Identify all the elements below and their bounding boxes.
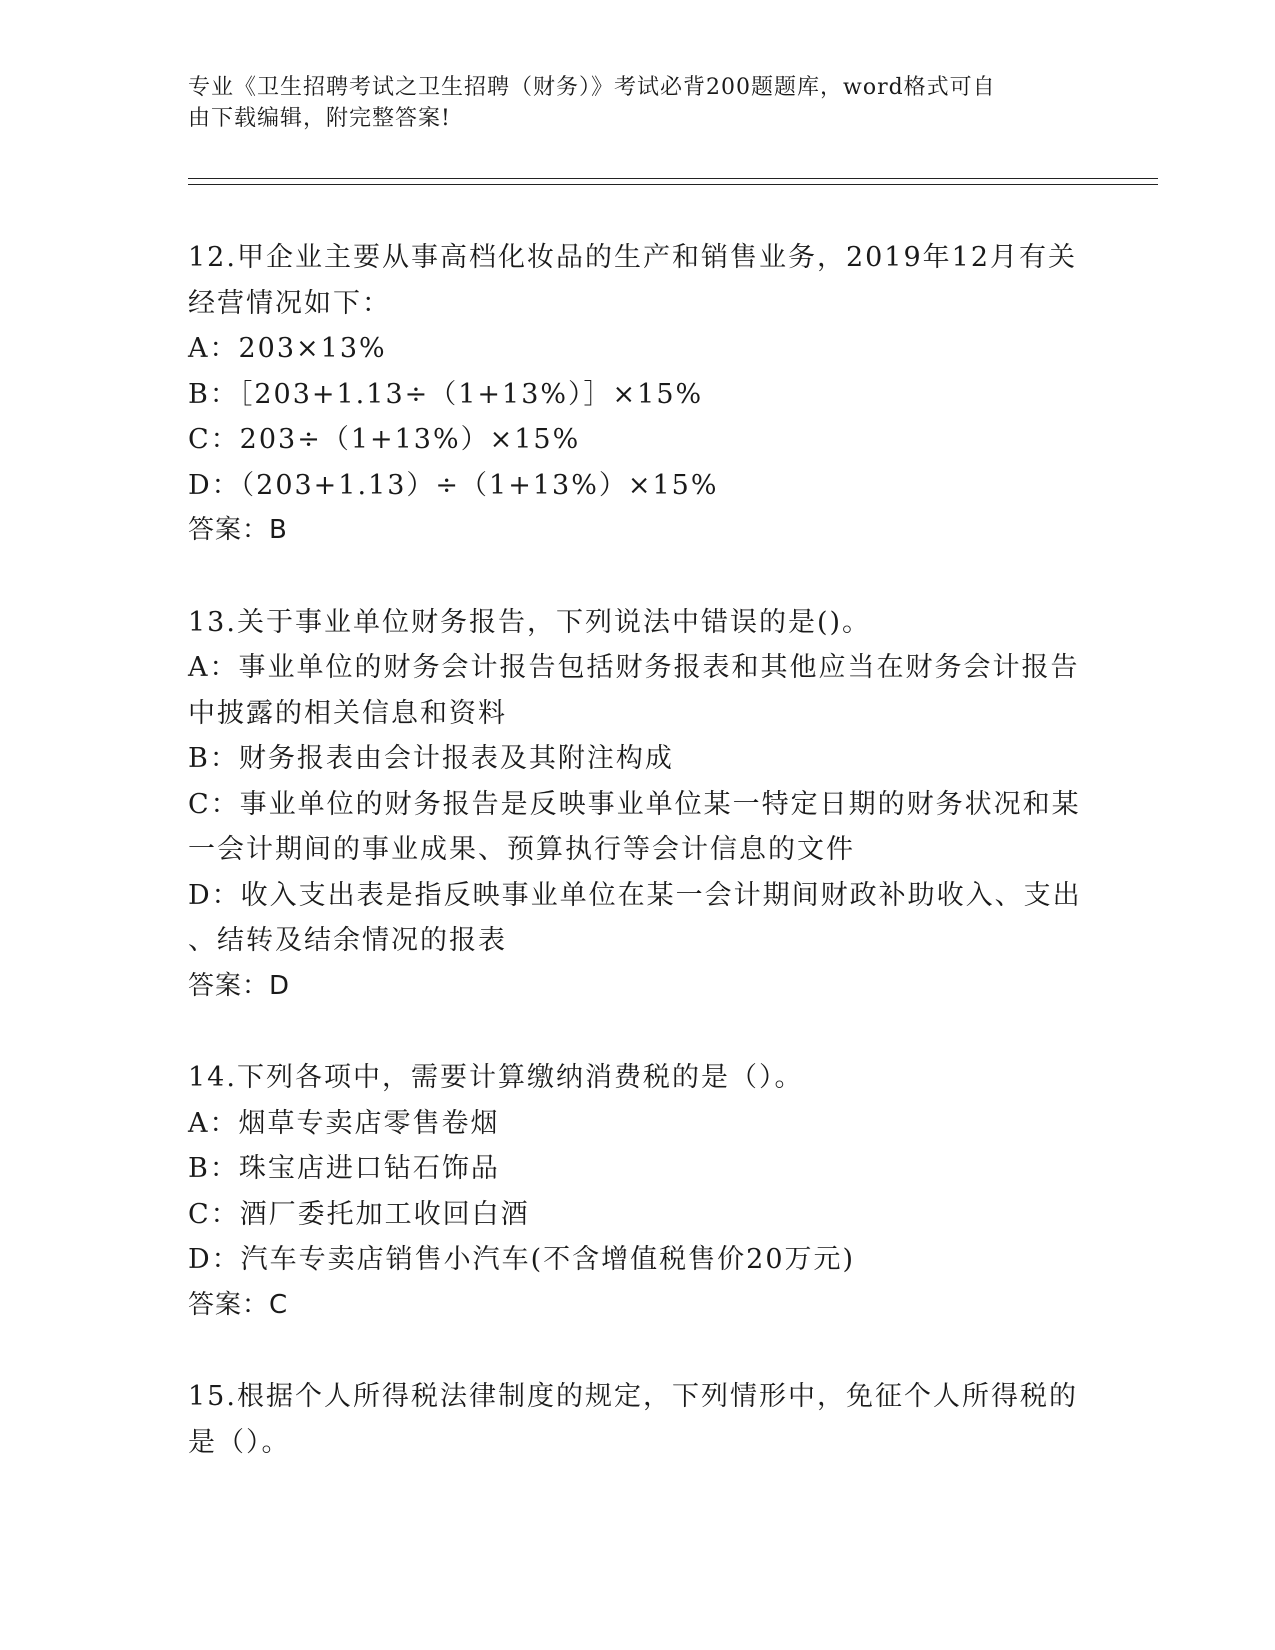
option-c: C：事业单位的财务报告是反映事业单位某一特定日期的财务状况和某 — [188, 788, 1081, 820]
option-a-continued: 中披露的相关信息和资料 — [188, 697, 507, 729]
option-a: A：203×13% — [188, 333, 387, 364]
answer: 答案：B — [188, 515, 288, 545]
option-d: D：收入支出表是指反映事业单位在某一会计期间财政补助收入、支出 — [188, 879, 1082, 911]
header-line-2: 由下载编辑，附完整答案! — [188, 106, 451, 131]
question-12 — [188, 235, 1088, 554]
option-b: B：珠宝店进口钻石饰品 — [188, 1153, 500, 1184]
question-stem: 经营情况如下： — [188, 287, 391, 319]
question-15 — [188, 1374, 1088, 1465]
option-b: B：［203+1.13÷（1+13%）］×15% — [188, 378, 704, 410]
answer: 答案：D — [188, 970, 291, 1001]
option-a: A：事业单位的财务会计报告包括财务报表和其他应当在财务会计报告 — [188, 652, 1080, 683]
option-b: B：财务报表由会计报表及其附注构成 — [188, 743, 674, 774]
question-stem: 12.甲企业主要从事高档化妆品的生产和销售业务，2019年12月有关 — [188, 242, 1078, 273]
option-d-continued: 、结转及结余情况的报表 — [188, 925, 507, 956]
header-divider-top — [188, 178, 1158, 179]
document-header — [188, 72, 1068, 134]
question-14 — [188, 1055, 1088, 1328]
option-a: A：烟草专卖店零售卷烟 — [188, 1107, 500, 1139]
question-stem: 14.下列各项中，需要计算缴纳消费税的是（）。 — [188, 1062, 804, 1093]
question-stem: 15.根据个人所得税法律制度的规定，下列情形中，免征个人所得税的 — [188, 1381, 1078, 1412]
option-d: D：汽车专卖店销售小汽车(不含增值税售价20万元) — [188, 1244, 856, 1275]
option-c: C：酒厂委托加工收回白酒 — [188, 1198, 530, 1230]
question-list — [188, 235, 1088, 1511]
question-13 — [188, 600, 1088, 1010]
header-divider-bottom — [188, 184, 1158, 185]
answer: 答案：C — [188, 1289, 289, 1320]
question-stem: 13.关于事业单位财务报告，下列说法中错误的是()。 — [188, 606, 872, 638]
question-stem: 是（）。 — [188, 1426, 291, 1458]
option-c: C：203÷（1+13%）×15% — [188, 424, 581, 455]
option-d: D：（203+1.13）÷（1+13%）×15% — [188, 469, 719, 501]
header-line-1: 专业《卫生招聘考试之卫生招聘（财务）》考试必背200题题库，word格式可自 — [188, 75, 996, 100]
option-c-continued: 一会计期间的事业成果、预算执行等会计信息的文件 — [188, 834, 855, 865]
